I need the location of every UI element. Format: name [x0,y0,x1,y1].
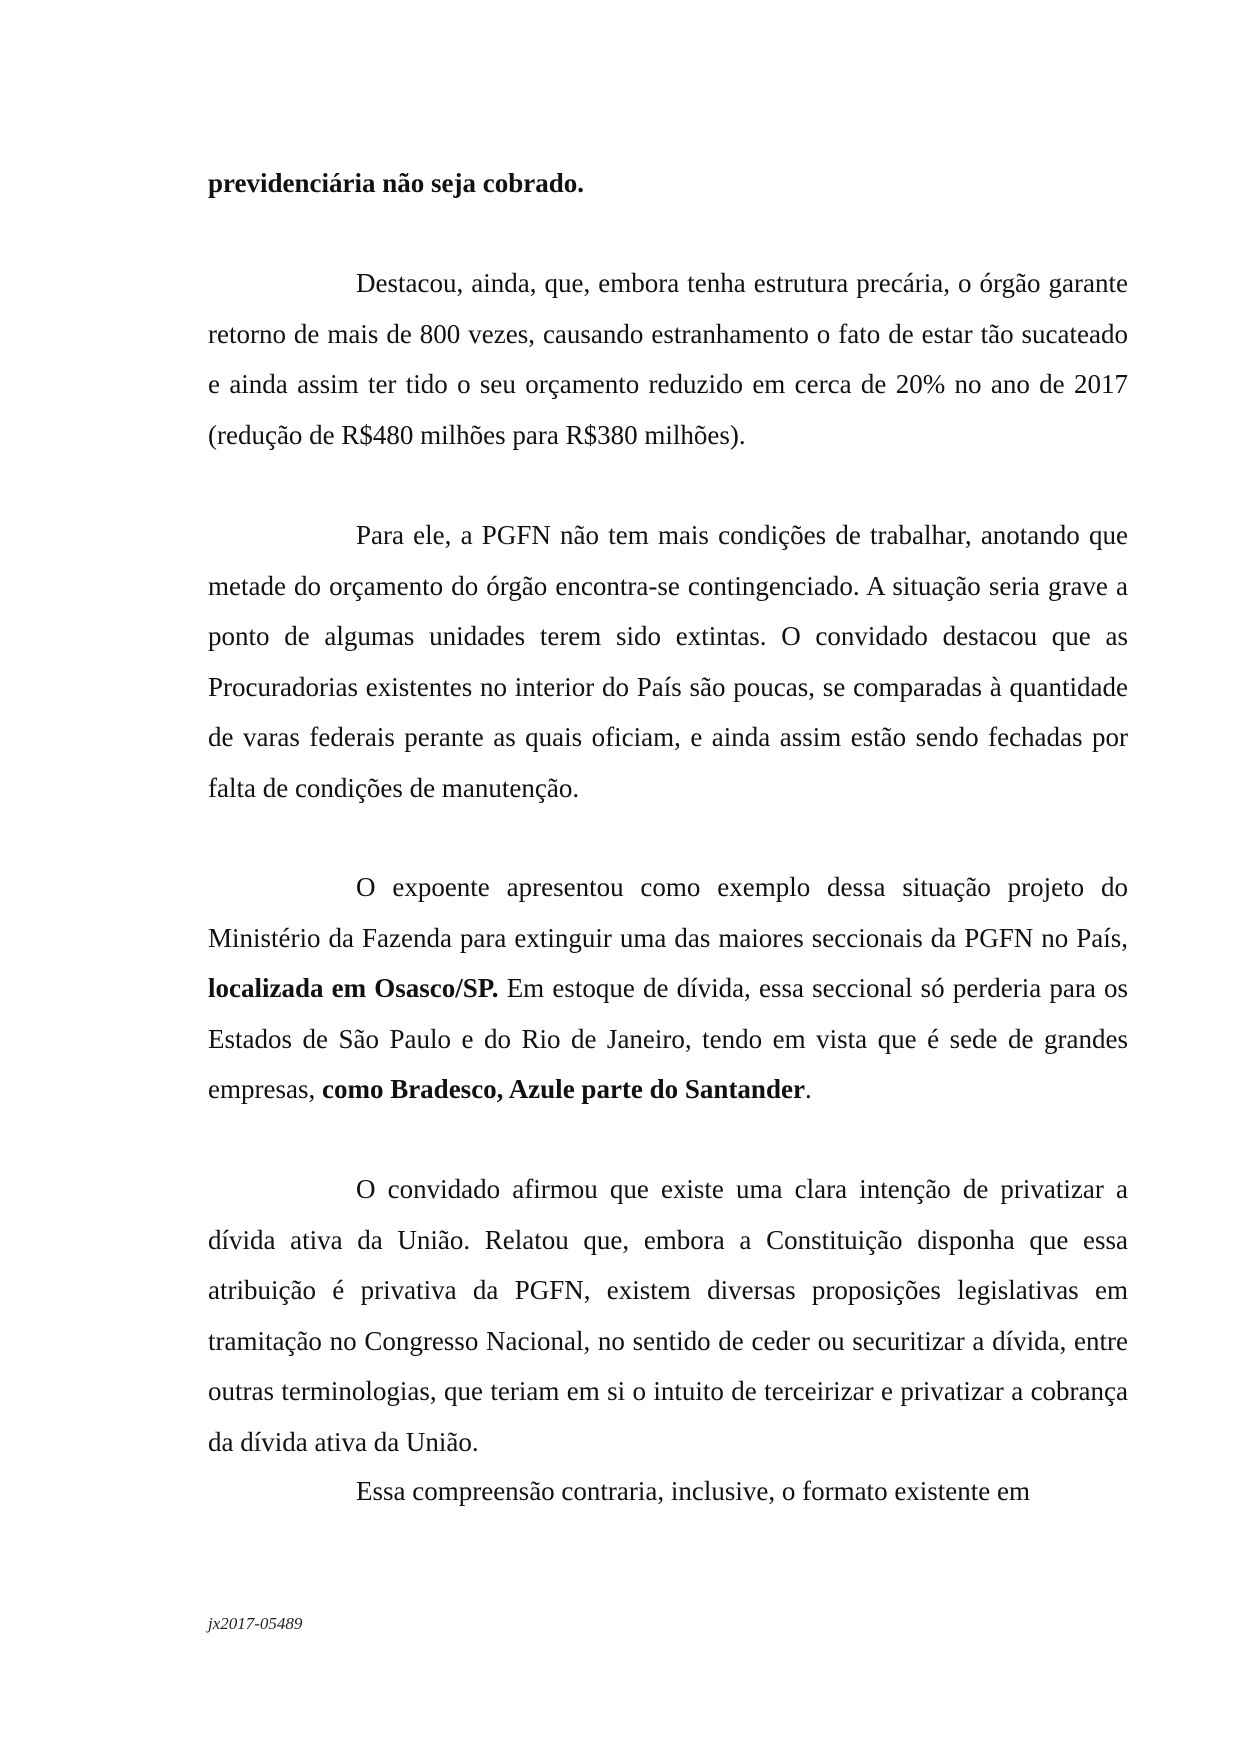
footer-document-code: jx2017-05489 [208,1614,303,1633]
paragraph-para-ele [208,510,1128,813]
paragraph-continuation-text: previdenciária não seja cobrado. [208,168,584,198]
paragraph-expoente-text-2: Em estoque de dívida, essa seccional só perderia para os Estados de São Paulo e do Rio de Janeiro, tendo em vista que é sede de grandes empresas, [208,973,1129,1104]
paragraph-convidado-text: O convidado afirmou que existe uma clara intenção de privatizar a dívida ativa da União. Relatou que, embora a Constituição disponha que essa atribuição é privativa da PGFN, existem diversas proposições legislativas em tramitação no Congresso Nacional, no sentido de ceder ou securitizar a dívida, entre outras terminologias, que teriam em si o intuito de terceirizar e privatizar a cobrança da dívida ativa da União. [208,1174,1128,1457]
paragraph-continuation [208,158,1128,209]
paragraph-destacou-text: Destacou, ainda, que, embora tenha estrutura precária, o órgão garante retorno de mais de 800 vezes, causando estranhamento o fato de estar tão sucateado e ainda assim ter tido o seu orçamento reduzido em cerca de 20% no ano de 2017 (redução de R$480 milhões para R$380 milhões). [208,268,1128,450]
paragraph-expoente-bold-2: como Bradesco, Azule parte do Santander [321,1074,805,1104]
paragraph-expoente [208,862,1128,1115]
paragraph-destacou [208,258,1128,460]
paragraph-para-ele-text: Para ele, a PGFN não tem mais condições de trabalhar, anotando que metade do orçamento do órgão encontra-se contingenciado. A situação seria grave a ponto de algumas unidades terem sido extintas. O convidado destacou que as Procuradorias existentes no interior do País são poucas, se comparadas à quantidade de varas federais perante as quais oficiam, e ainda assim estão sendo fechadas por falta de condições de manutenção. [208,520,1128,803]
paragraph-compreensao [208,1466,1128,1517]
paragraph-expoente-bold-1: localizada em Osasco/SP. [208,973,499,1003]
paragraph-expoente-text-3: . [804,1074,812,1104]
paragraph-expoente-text-1: O expoente apresentou como exemplo dessa situação projeto do Ministério da Fazenda para extinguir uma das maiores seccionais da PGFN no País, [208,872,1128,953]
paragraph-convidado [208,1164,1128,1467]
paragraph-compreensao-text: Essa compreensão contraria, inclusive, o formato existente em [356,1476,1031,1506]
